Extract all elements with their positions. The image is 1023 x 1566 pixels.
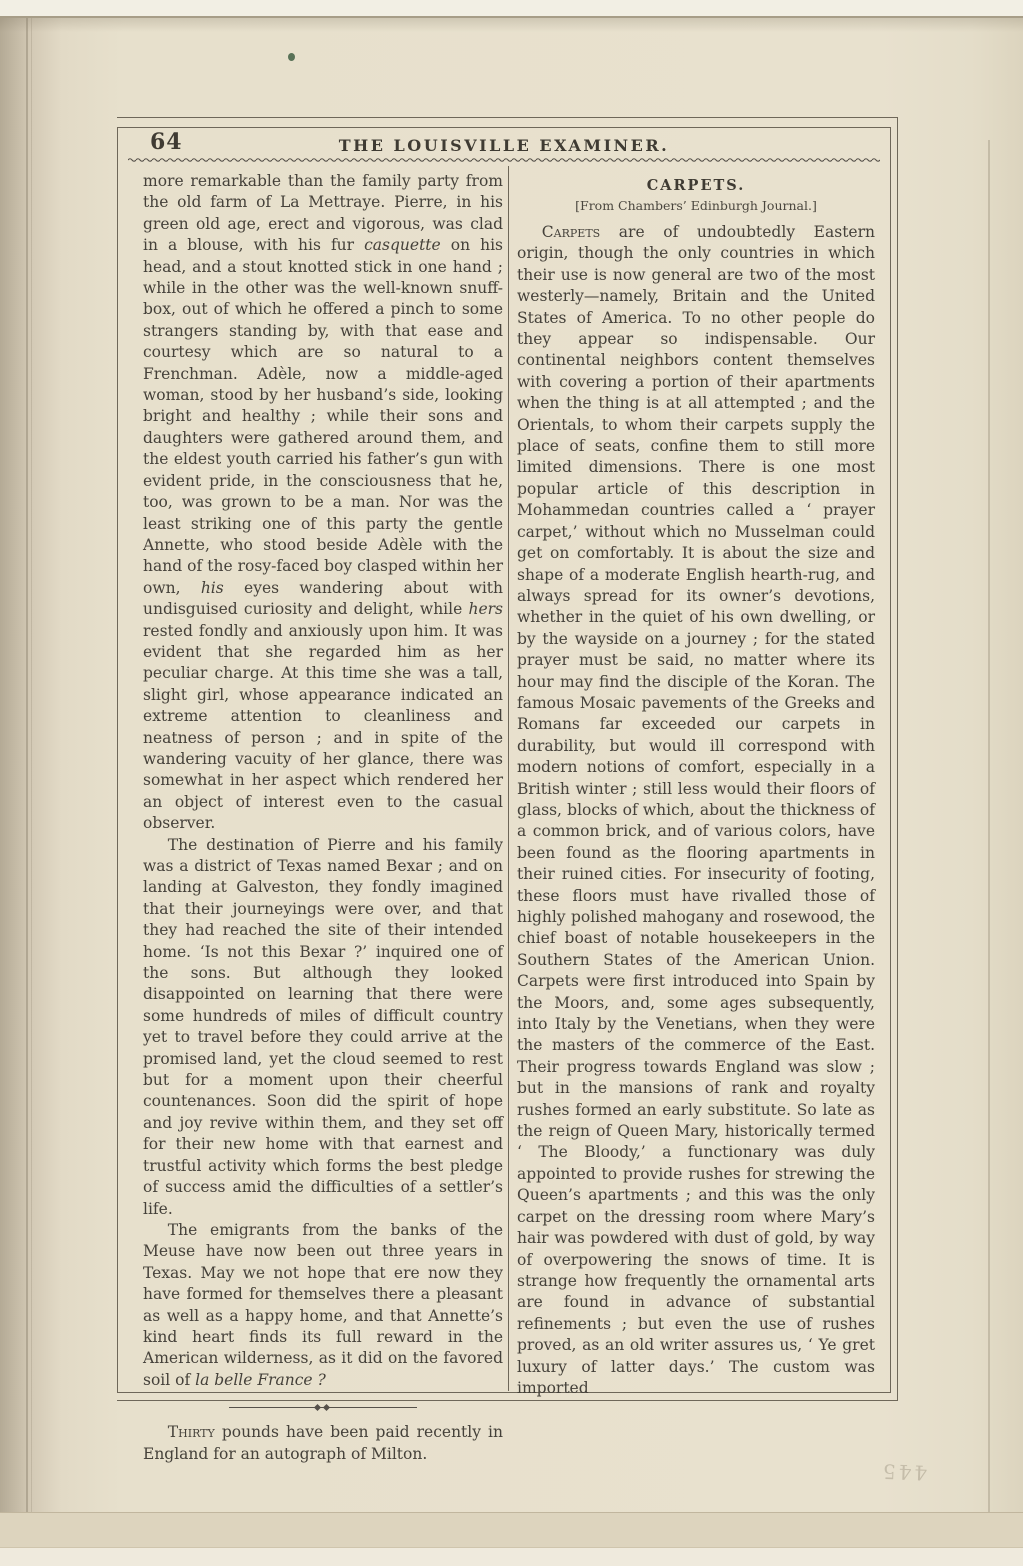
page-number: 64 [150, 129, 183, 155]
bottom-underlying-page [0, 1547, 1023, 1566]
diamond-icon [323, 1404, 330, 1411]
right-column [517, 171, 875, 1397]
paragraph: more remarkable than the family party from the old farm of La Mettraye. Pierre, in his green old age, erect and vigorous, was clad in a blouse, with his fur casquette on his head, and a stout knotted stick in one hand ; while in the other was the well-known snuff-box, out of which he offered a pinch to some strangers standing by, with that ease and courtesy which are so natural to a Frenchman. Adèle, now a middle-aged woman, stood by her husband’s side, looking bright and healthy ; while their sons and daughters were gathered around them, and the eldest youth carried his father’s gun with evident pride, in the consciousness that he, too, was grown to be a man. Nor was the least striking one of this party the gentle Annette, who stood beside Adèle with the hand of the rosy-faced boy clasped within her own, his eyes wandering about with undisguised curiosity and delight, while hers rested fondly and anxiously upon him. It was evident that she regarded him as her peculiar charge. At this time she was a tall, slight girl, whose appearance indicated an extreme attention to cleanliness and neatness of person ; and in spite of the wandering vacuity of her glance, there was somewhat in her aspect which rendered her an object of interest even to the casual observer. [143, 172, 504, 833]
paragraph: The emigrants from the banks of the Meuse have now been out three years in Texas. May we not hope that ere now they have formed for themselves there a pleasant as well as a happy home, and that Annette’s kind heart finds its full reward in the American wilderness, as it did on the favored soil of la belle France ? [143, 1220, 503, 1389]
article-body [517, 222, 875, 1399]
diamond-icon [314, 1404, 321, 1411]
gutter-crease [26, 18, 28, 1512]
left-column-text [143, 171, 503, 1391]
column-divider-rule [508, 166, 509, 1391]
gutter-crease [31, 18, 32, 1512]
newspaper-masthead: THE LOUISVILLE EXAMINER. [338, 136, 670, 155]
article-source-line: [From Chambers’ Edinburgh Journal.] [575, 198, 817, 213]
paragraph: Carpets are of undoubtedly Eastern origin, though the only countries in which their use is now general are two of the most westerly—namely, Britain and the United States of America. To no other people do they appear so indispensable. Our continental neighbors content themselves with covering a portion of their apartments when the thing is at all attempted ; and the Orientals, to whom their carpets supply the place of seats, confine them to still more limited dimensions. There is one most popular article of this description in Mohammedan countries called a ‘ prayer carpet,’ without which no Musselman could get on comfortably. It is about the size and shape of a moderate English hearth-rug, and always spread for its owner’s devotions, whether in the quiet of his own dwelling, or by the wayside on a journey ; for the stated prayer must be said, no matter where its hour may find the disciple of the Koran. The famous Mosaic pavements of the Greeks and Romans far exceeded our carpets in durability, but would ill correspond with modern notions of comfort, especially in a British winter ; still less would their floors of glass, blocks of which, about the thickness of a common brick, and of various colors, have been found as the flooring apartments in their ruined cities. For insecurity of footing, these floors must have rivalled those of highly polished mahogany and rosewood, the chief boast of notable housekeepers in the Southern States of the American Union. Carpets were first introduced into Spain by the Moors, and, some ages subsequently, into Italy by the Venetians, when they were the masters of the commerce of the East. Their progress towards England was slow ; but in the mansions of rank and royalty rushes formed an early substitute. So late as the reign of Queen Mary, historically termed ‘ The Bloody,’ a functionary was duly appointed to provide rushes for strewing the Queen’s apartments ; and this was the only carpet on the dressing room where Mary’s hair was powdered with dust of gold, by way of overpowering the snows of time. It is strange how frequently the ornamental arts are found in advance of substantial refinements ; but even the use of rushes proved, as an old writer assures us, ‘ Ye gret luxury of latter days.’ The custom was imported [517, 223, 875, 1397]
ink-speck [288, 53, 295, 61]
bottom-page-edge [0, 1512, 1023, 1548]
divider-ornament [229, 1403, 417, 1412]
bleed-through-mark: 445 [879, 1459, 928, 1485]
wavy-rule [128, 157, 880, 163]
filler-item [143, 1422, 503, 1465]
article-title: CARPETS. [646, 177, 746, 194]
adjacent-page-edge [0, 0, 1023, 18]
left-column [143, 171, 504, 1463]
page-right-crease [988, 140, 990, 1512]
paragraph: The destination of Pierre and his family was a district of Texas named Bexar ; and on landing at Galveston, they fondly imagined that their journeyings were over, and that they had reached the site of their intended home. ‘Is not this Bexar ?’ inquired one of the sons. But although they looked disappointed on learning that there were some hundreds of miles of difficult country yet to travel before they could arrive at the promised land, yet the cloud seemed to rest but for a moment upon their cheerful countenances. Soon did the spirit of hope and joy revive within them, and they set off for their new home with that earnest and trustful activity which forms the best pledge of success amid the difficulties of a settler’s life. [143, 835, 503, 1218]
page-top-shadow [0, 18, 1023, 32]
paragraph: Thirty pounds have been paid recently in England for an autograph of Milton. [143, 1423, 503, 1463]
